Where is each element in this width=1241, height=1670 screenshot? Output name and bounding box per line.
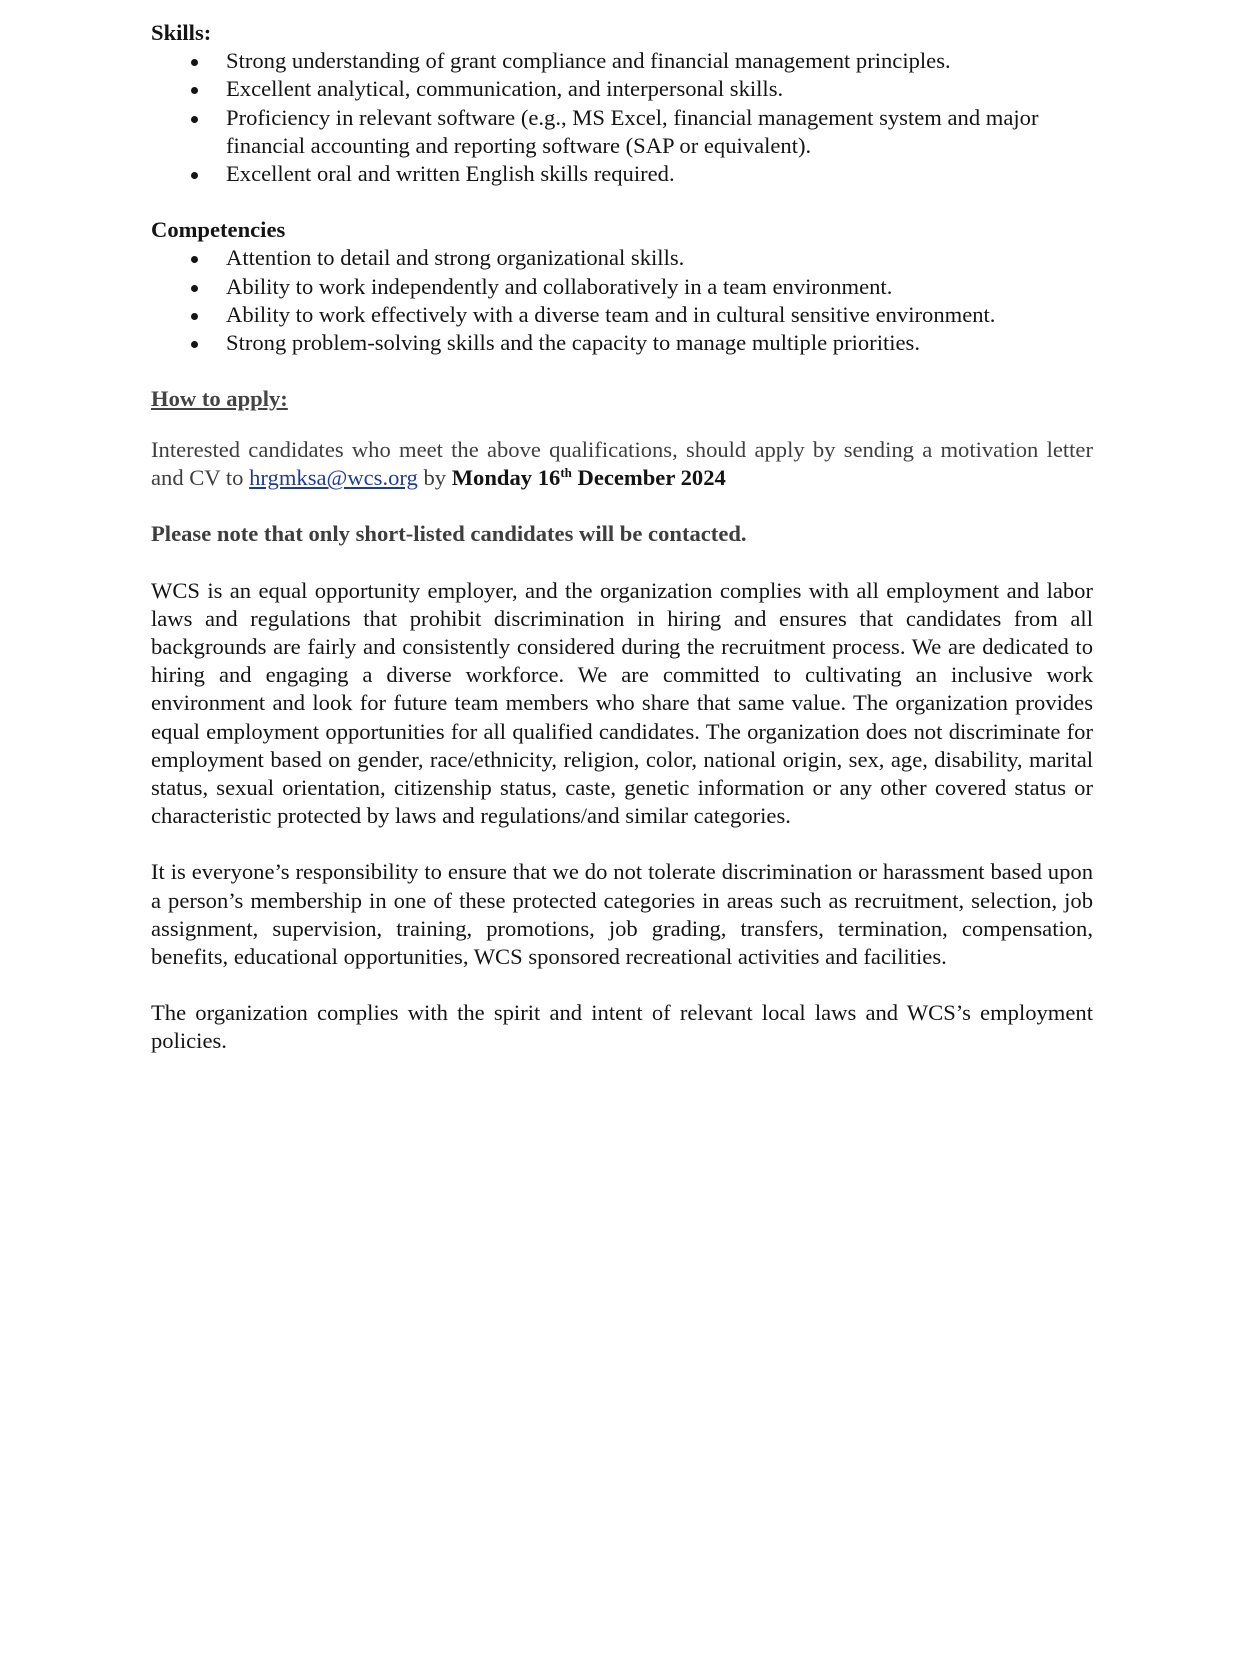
list-item: Strong understanding of grant compliance and financial management principles. bbox=[151, 47, 1093, 75]
list-item: Attention to detail and strong organizational skills. bbox=[151, 244, 1093, 272]
list-item: Excellent analytical, communication, and interpersonal skills. bbox=[151, 75, 1093, 103]
bullet-icon bbox=[191, 87, 198, 94]
bullet-icon bbox=[191, 256, 198, 263]
shortlist-note: Please note that only short-listed candidates will be contacted. bbox=[151, 521, 747, 547]
responsibility-paragraph: It is everyone’s responsibility to ensure that we do not tolerate discrimination or harassment based upon a person’s membership in one of these protected categories in areas such as recruitment, selection, job assignment, supervision, training, promotions, job grading, transfers, termination, compensation, benefits, educational opportunities, WCS sponsored recreational activities and facilities. bbox=[151, 859, 1093, 970]
bullet-icon bbox=[191, 59, 198, 66]
bullet-icon bbox=[191, 341, 198, 348]
equal-opportunity-paragraph: WCS is an equal opportunity employer, and the organization complies with all employment and labor laws and regulations that prohibit discrimination in hiring and ensures that candidates from all backgrounds are fairly and consistently considered during the recruitment process. We are dedicated to hiring and engaging a diverse workforce. We are committed to cultivating an inclusive work environment and look for future team members who share that same value. The organization provides equal employment opportunities for all qualified candidates. The organization does not discriminate for employment based on gender, race/ethnicity, religion, color, national origin, sex, age, disability, marital status, sexual orientation, citizenship status, caste, genetic information or any other covered status or characteristic protected by laws and regulations/and similar categories. bbox=[151, 577, 1093, 829]
skills-list bbox=[151, 47, 1093, 188]
list-item: Excellent oral and written English skills required. bbox=[151, 160, 1093, 188]
competencies-heading: Competencies bbox=[151, 217, 286, 243]
application-deadline: Monday 16th December 2024 bbox=[451, 465, 726, 491]
list-item: Proficiency in relevant software (e.g., MS Excel, financial management system and major financial accounting and reporting software (SAP or equivalent). bbox=[151, 104, 1093, 160]
bullet-icon bbox=[191, 172, 198, 179]
list-item: Ability to work effectively with a diverse team and in cultural sensitive environment. bbox=[151, 301, 1093, 329]
bullet-icon bbox=[191, 116, 198, 123]
how-to-apply-heading: How to apply: bbox=[151, 386, 288, 412]
apply-instructions: Interested candidates who meet the above qualifications, should apply by sending a motivation letter and CV to hrgmksa@wcs.org by Monday 16th December 2024 bbox=[151, 437, 1093, 491]
list-item: Ability to work independently and collaboratively in a team environment. bbox=[151, 273, 1093, 301]
document-page bbox=[151, 0, 1093, 1056]
competencies-list bbox=[151, 244, 1093, 357]
compliance-paragraph: The organization complies with the spirit and intent of relevant local laws and WCS’s employment policies. bbox=[151, 1000, 1093, 1054]
bullet-icon bbox=[191, 313, 198, 320]
bullet-icon bbox=[191, 285, 198, 292]
email-link[interactable]: hrgmksa@wcs.org bbox=[249, 465, 418, 491]
list-item: Strong problem-solving skills and the capacity to manage multiple priorities. bbox=[151, 329, 1093, 357]
skills-heading: Skills: bbox=[151, 20, 212, 45]
